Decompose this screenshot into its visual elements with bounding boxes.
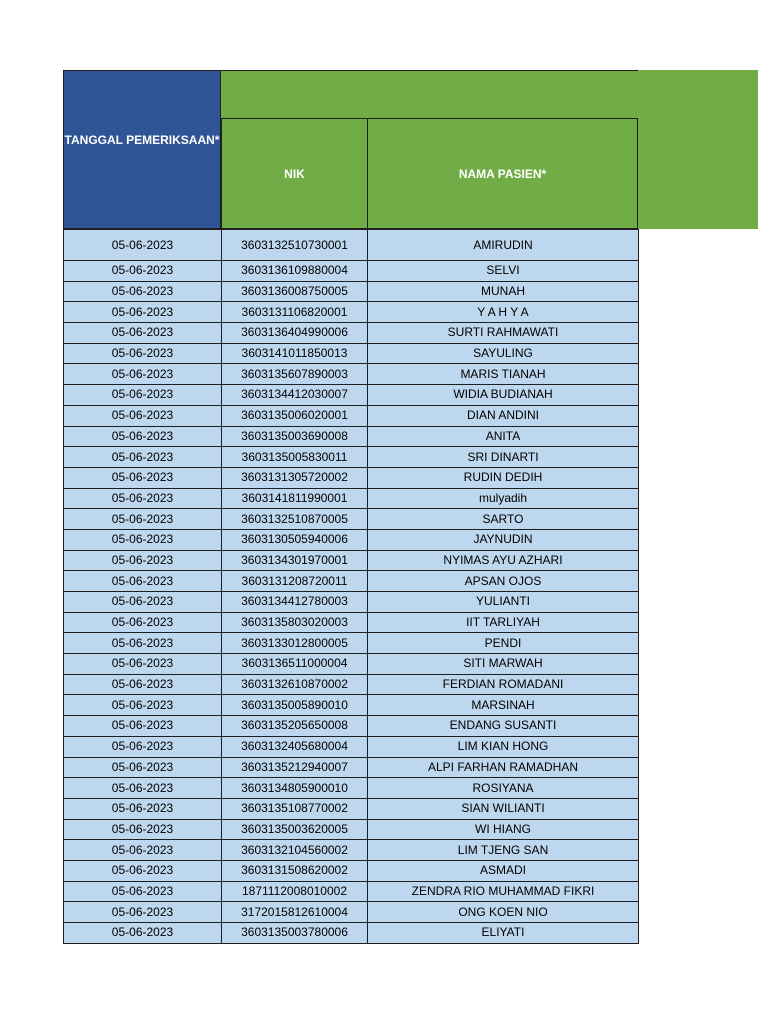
nik-cell[interactable]: 3603134301970001 — [222, 550, 368, 571]
table-row — [64, 840, 639, 861]
nik-cell[interactable]: 3603134412780003 — [222, 592, 368, 613]
nik-cell[interactable]: 3603135108770002 — [222, 798, 368, 819]
table-row — [64, 488, 639, 509]
date-cell[interactable]: 05-06-2023 — [64, 716, 222, 737]
table-row — [64, 343, 639, 364]
header-date-cell[interactable] — [63, 70, 221, 229]
nik-cell[interactable]: 3603136511000004 — [222, 654, 368, 675]
table-row — [64, 230, 639, 261]
nik-cell[interactable]: 3603135205650008 — [222, 716, 368, 737]
date-cell[interactable]: 05-06-2023 — [64, 426, 222, 447]
date-cell[interactable]: 05-06-2023 — [64, 343, 222, 364]
date-cell[interactable]: 05-06-2023 — [64, 633, 222, 654]
nik-cell[interactable]: 3603130505940006 — [222, 529, 368, 550]
name-cell[interactable]: NYIMAS AYU AZHARI — [368, 550, 639, 571]
date-cell[interactable]: 05-06-2023 — [64, 695, 222, 716]
date-cell[interactable]: 05-06-2023 — [64, 281, 222, 302]
date-cell[interactable]: 05-06-2023 — [64, 230, 222, 261]
name-cell[interactable]: MARIS TIANAH — [368, 364, 639, 385]
nik-cell[interactable]: 3603135006020001 — [222, 405, 368, 426]
table-row — [64, 550, 639, 571]
name-cell[interactable]: SIAN WILIANTI — [368, 798, 639, 819]
name-cell[interactable]: WI HIANG — [368, 819, 639, 840]
table-row — [64, 426, 639, 447]
date-cell[interactable]: 05-06-2023 — [64, 364, 222, 385]
name-cell[interactable]: IIT TARLIYAH — [368, 612, 639, 633]
nik-cell[interactable]: 3172015812610004 — [222, 902, 368, 923]
date-cell[interactable]: 05-06-2023 — [64, 881, 222, 902]
header-name-cell[interactable] — [367, 118, 638, 229]
date-cell[interactable]: 05-06-2023 — [64, 302, 222, 323]
table-row — [64, 261, 639, 282]
date-cell[interactable]: 05-06-2023 — [64, 798, 222, 819]
table-row — [64, 902, 639, 923]
date-cell[interactable]: 05-06-2023 — [64, 592, 222, 613]
nik-cell[interactable]: 3603136008750005 — [222, 281, 368, 302]
table-row — [64, 509, 639, 530]
date-cell[interactable]: 05-06-2023 — [64, 654, 222, 675]
name-cell[interactable]: ANITA — [368, 426, 639, 447]
date-cell[interactable]: 05-06-2023 — [64, 860, 222, 881]
nik-cell[interactable]: 3603141011850013 — [222, 343, 368, 364]
name-cell[interactable]: ZENDRA RIO MUHAMMAD FIKRI — [368, 881, 639, 902]
date-cell[interactable]: 05-06-2023 — [64, 819, 222, 840]
name-cell[interactable]: FERDIAN ROMADANI — [368, 674, 639, 695]
nik-cell[interactable]: 3603131208720011 — [222, 571, 368, 592]
table-row — [64, 778, 639, 799]
nik-cell[interactable]: 3603135607890003 — [222, 364, 368, 385]
nik-cell[interactable]: 3603132405680004 — [222, 736, 368, 757]
name-cell[interactable]: ONG KOEN NIO — [368, 902, 639, 923]
date-cell[interactable]: 05-06-2023 — [64, 385, 222, 406]
name-cell[interactable]: LIM KIAN HONG — [368, 736, 639, 757]
nik-cell[interactable]: 3603135005890010 — [222, 695, 368, 716]
table-row — [64, 695, 639, 716]
table-row — [64, 923, 639, 944]
table-row — [64, 405, 639, 426]
nik-cell[interactable]: 3603132510730001 — [222, 230, 368, 261]
table-row — [64, 364, 639, 385]
name-cell[interactable]: ASMADI — [368, 860, 639, 881]
name-cell[interactable]: Y A H Y A — [368, 302, 639, 323]
nik-cell[interactable]: 3603132510870005 — [222, 509, 368, 530]
date-cell[interactable]: 05-06-2023 — [64, 488, 222, 509]
name-cell[interactable]: SURTI RAHMAWATI — [368, 323, 639, 344]
nik-cell[interactable]: 3603131508620002 — [222, 860, 368, 881]
name-cell[interactable]: SRI DINARTI — [368, 447, 639, 468]
table-row — [64, 757, 639, 778]
name-cell[interactable]: AMIRUDIN — [368, 230, 639, 261]
name-cell[interactable]: WIDIA BUDIANAH — [368, 385, 639, 406]
table-row — [64, 633, 639, 654]
header-nik-label: NIK — [284, 166, 305, 181]
date-cell[interactable]: 05-06-2023 — [64, 467, 222, 488]
name-cell[interactable]: LIM TJENG SAN — [368, 840, 639, 861]
nik-cell[interactable]: 3603134412030007 — [222, 385, 368, 406]
date-cell[interactable]: 05-06-2023 — [64, 736, 222, 757]
name-cell[interactable]: SAYULING — [368, 343, 639, 364]
name-cell[interactable]: MUNAH — [368, 281, 639, 302]
nik-cell[interactable]: 3603131305720002 — [222, 467, 368, 488]
table-row — [64, 654, 639, 675]
table-row — [64, 323, 639, 344]
name-cell[interactable]: ELIYATI — [368, 923, 639, 944]
nik-cell[interactable]: 3603135003780006 — [222, 923, 368, 944]
date-cell[interactable]: 05-06-2023 — [64, 405, 222, 426]
date-cell[interactable]: 05-06-2023 — [64, 923, 222, 944]
name-cell[interactable]: ENDANG SUSANTI — [368, 716, 639, 737]
name-cell[interactable]: ROSIYANA — [368, 778, 639, 799]
date-cell[interactable]: 05-06-2023 — [64, 323, 222, 344]
date-cell[interactable]: 05-06-2023 — [64, 674, 222, 695]
date-cell[interactable]: 05-06-2023 — [64, 447, 222, 468]
table-row — [64, 674, 639, 695]
nik-cell[interactable]: 3603135803020003 — [222, 612, 368, 633]
name-cell[interactable]: MARSINAH — [368, 695, 639, 716]
header-name-label: NAMA PASIEN* — [458, 166, 547, 181]
table-row — [64, 302, 639, 323]
table-row — [64, 612, 639, 633]
date-cell[interactable]: 05-06-2023 — [64, 902, 222, 923]
nik-cell[interactable]: 3603135003690008 — [222, 426, 368, 447]
date-cell[interactable]: 05-06-2023 — [64, 571, 222, 592]
name-cell[interactable]: JAYNUDIN — [368, 529, 639, 550]
table-row — [64, 860, 639, 881]
date-cell[interactable]: 05-06-2023 — [64, 612, 222, 633]
name-cell[interactable]: PENDI — [368, 633, 639, 654]
table-row — [64, 571, 639, 592]
nik-cell[interactable]: 3603134805900010 — [222, 778, 368, 799]
date-cell[interactable]: 05-06-2023 — [64, 550, 222, 571]
date-cell[interactable]: 05-06-2023 — [64, 509, 222, 530]
header-date-label: TANGGAL PEMERIKSAAN* — [64, 133, 220, 147]
header-nik-cell[interactable] — [221, 118, 368, 229]
nik-cell[interactable]: 3603131106820001 — [222, 302, 368, 323]
date-cell[interactable]: 05-06-2023 — [64, 778, 222, 799]
name-cell[interactable]: ALPI FARHAN RAMADHAN — [368, 757, 639, 778]
table-row — [64, 385, 639, 406]
table-row — [64, 819, 639, 840]
nik-cell[interactable]: 3603136404990006 — [222, 323, 368, 344]
table-row — [64, 736, 639, 757]
date-cell[interactable]: 05-06-2023 — [64, 261, 222, 282]
name-cell[interactable]: SARTO — [368, 509, 639, 530]
name-cell[interactable]: YULIANTI — [368, 592, 639, 613]
date-cell[interactable]: 05-06-2023 — [64, 840, 222, 861]
nik-cell[interactable]: 3603136109880004 — [222, 261, 368, 282]
table-row — [64, 798, 639, 819]
nik-cell[interactable]: 3603132104560002 — [222, 840, 368, 861]
date-cell[interactable]: 05-06-2023 — [64, 529, 222, 550]
table-row — [64, 467, 639, 488]
nik-cell[interactable]: 1871112008010002 — [222, 881, 368, 902]
name-cell[interactable]: SITI MARWAH — [368, 654, 639, 675]
nik-cell[interactable]: 3603141811990001 — [222, 488, 368, 509]
table-row — [64, 447, 639, 468]
patient-table-body — [64, 230, 639, 944]
patient-table — [63, 229, 639, 944]
table-row — [64, 592, 639, 613]
name-cell[interactable]: DIAN ANDINI — [368, 405, 639, 426]
nik-cell[interactable]: 3603132610870002 — [222, 674, 368, 695]
nik-cell[interactable]: 3603135212940007 — [222, 757, 368, 778]
name-cell[interactable]: SELVI — [368, 261, 639, 282]
header-top-border — [221, 70, 638, 71]
date-cell[interactable]: 05-06-2023 — [64, 757, 222, 778]
table-row — [64, 881, 639, 902]
nik-cell[interactable]: 3603135005830011 — [222, 447, 368, 468]
nik-cell[interactable]: 3603133012800005 — [222, 633, 368, 654]
name-cell[interactable]: APSAN OJOS — [368, 571, 639, 592]
table-row — [64, 716, 639, 737]
table-row — [64, 281, 639, 302]
name-cell[interactable]: RUDIN DEDIH — [368, 467, 639, 488]
nik-cell[interactable]: 3603135003620005 — [222, 819, 368, 840]
name-cell[interactable]: mulyadih — [368, 488, 639, 509]
table-row — [64, 529, 639, 550]
